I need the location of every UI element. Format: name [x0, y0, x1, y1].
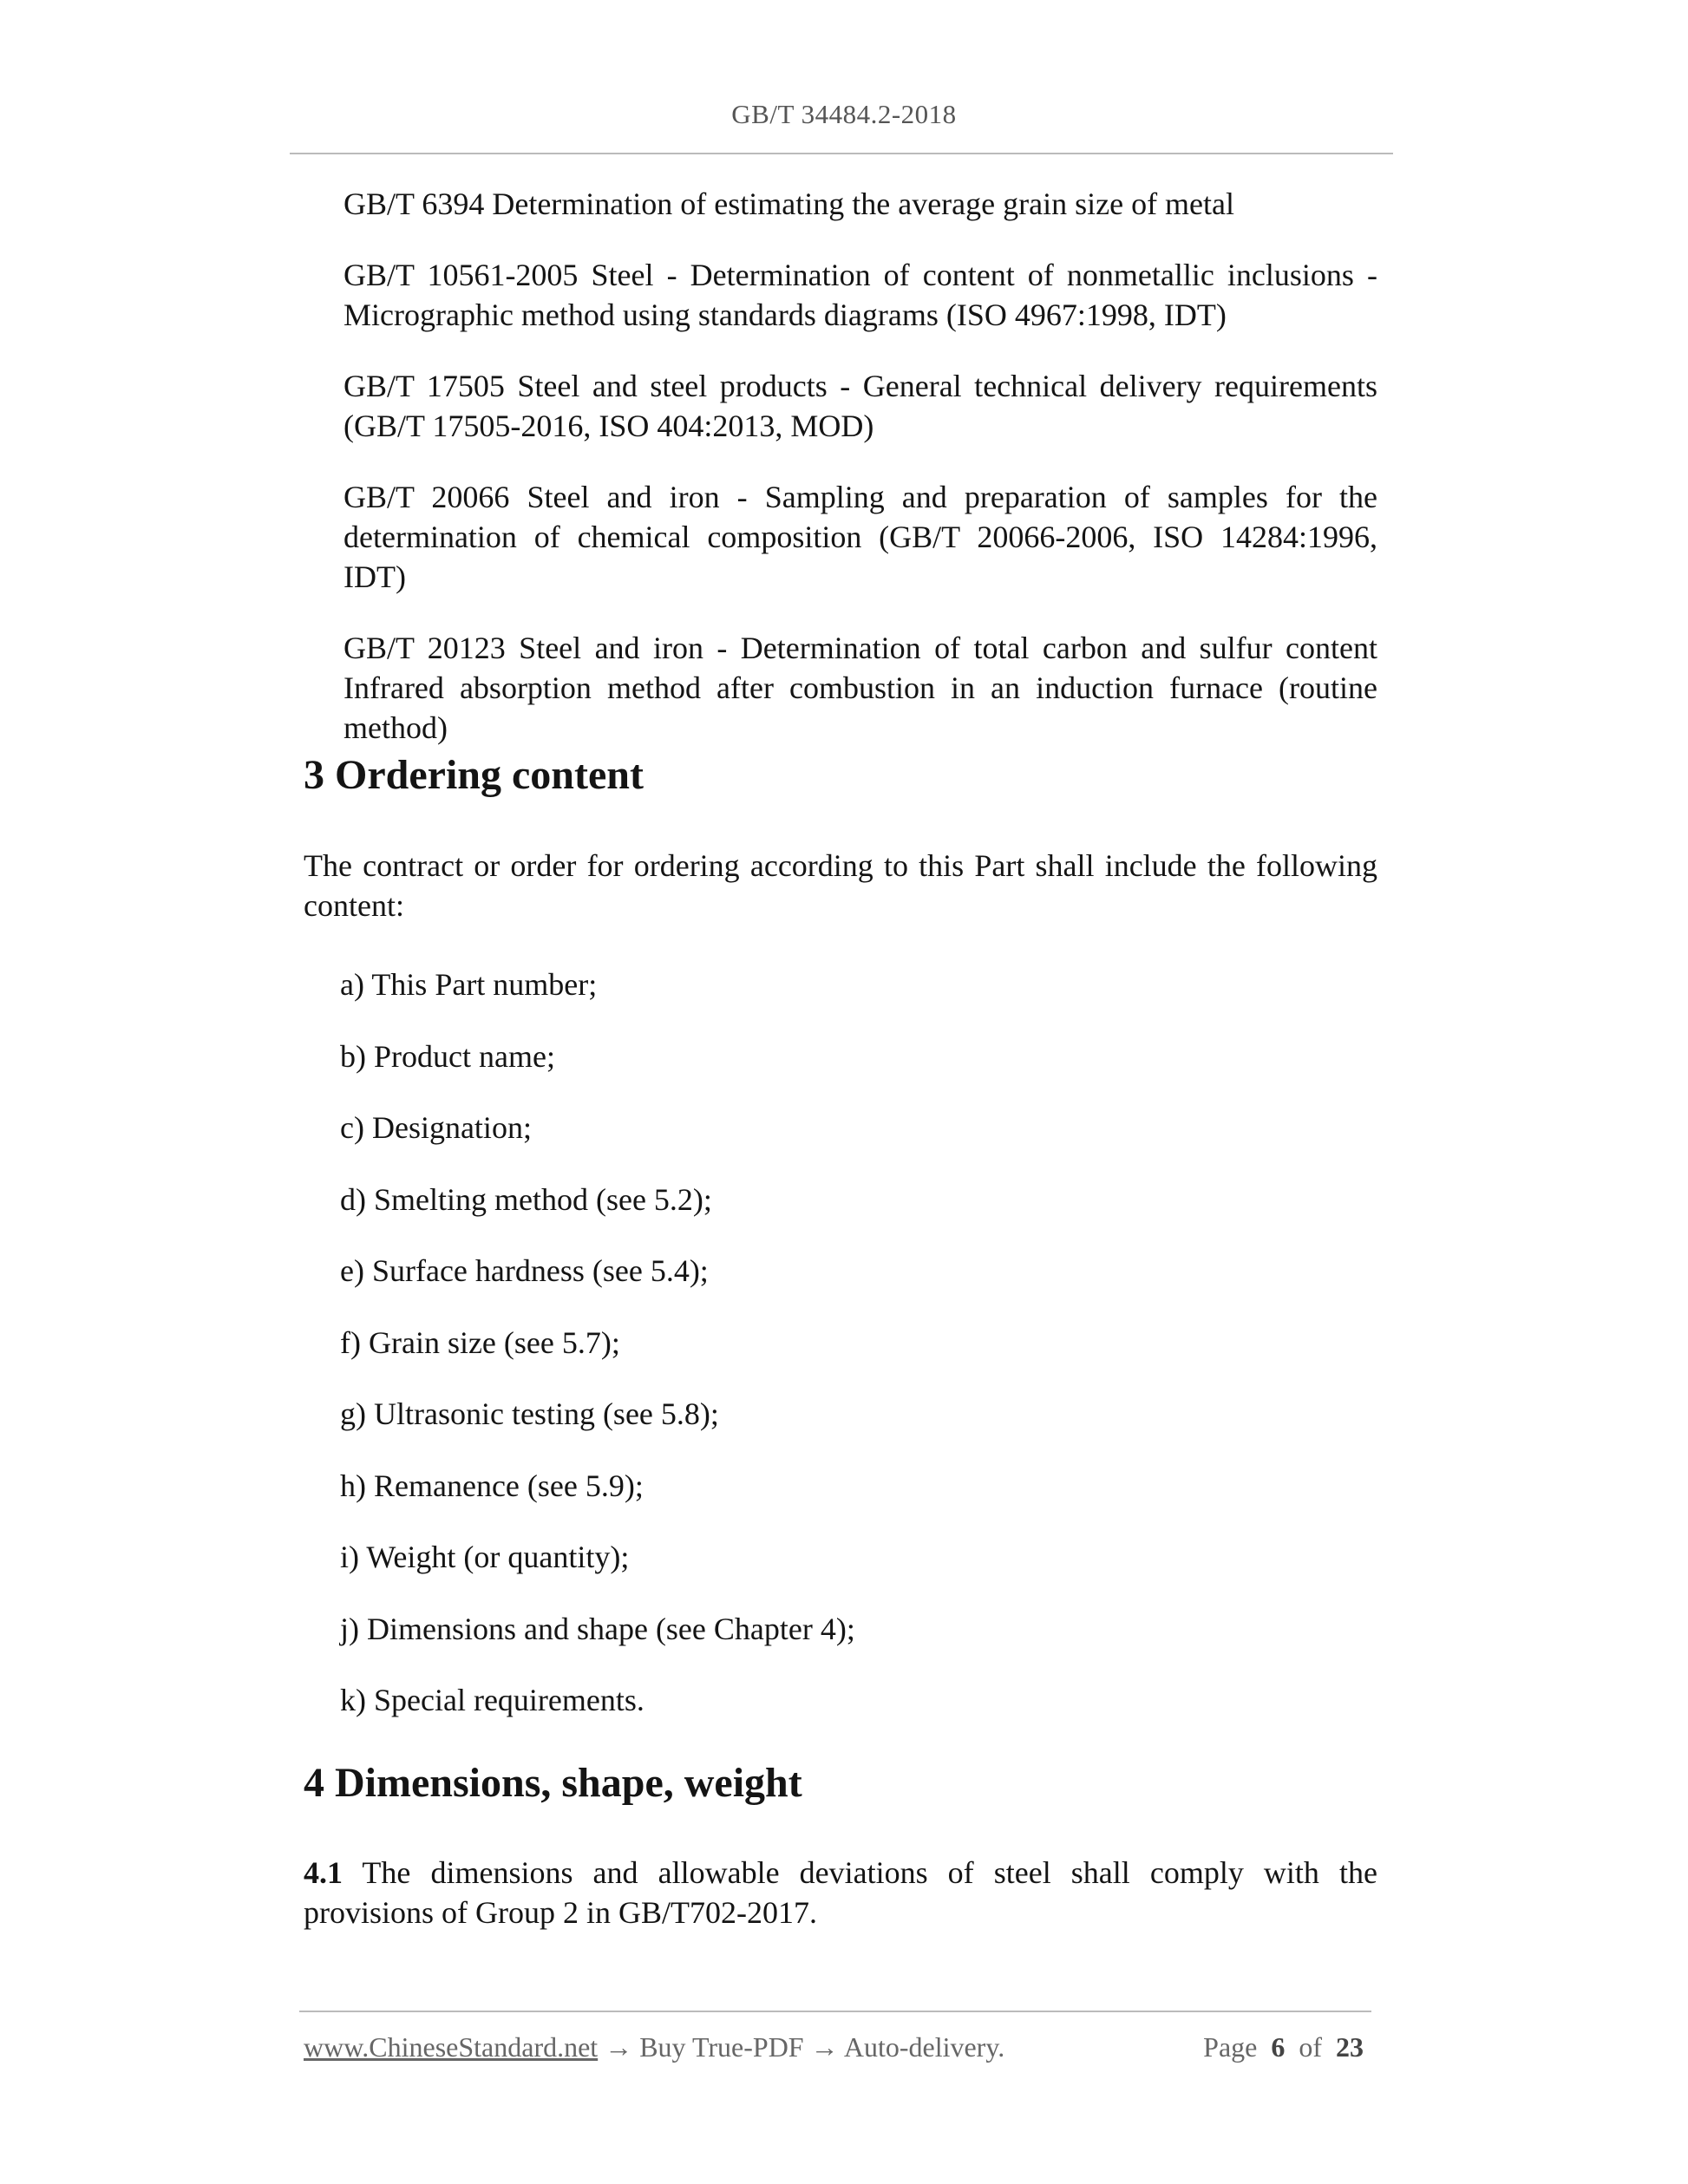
- running-header: GB/T 34484.2-2018: [731, 99, 957, 129]
- list-item: a) This Part number;: [340, 967, 598, 1002]
- reference-item: GB/T 20066 Steel and iron - Sampling and preparation of samples for the determination of chemical composition (GB/T 20066-2006, ISO 14284:1996, IDT): [343, 480, 1377, 594]
- clause-4-1: [304, 1853, 1377, 1932]
- buy-pdf-text: Buy True-PDF: [639, 2031, 804, 2063]
- list-item: d) Smelting method (see 5.2);: [340, 1181, 712, 1217]
- page-of: of: [1299, 2031, 1322, 2063]
- page-label: Page: [1203, 2031, 1258, 2063]
- normative-references: [343, 184, 1377, 779]
- site-link[interactable]: www.ChineseStandard.net: [304, 2031, 599, 2063]
- list-item: j) Dimensions and shape (see Chapter 4);: [340, 1611, 855, 1646]
- ordering-content-list: [340, 964, 855, 1752]
- list-item: i) Weight (or quantity);: [340, 1540, 630, 1574]
- page-total: 23: [1336, 2031, 1364, 2063]
- list-item: f) Grain size (see 5.7);: [340, 1324, 620, 1360]
- list-item: c) Designation;: [340, 1110, 532, 1145]
- reference-item: GB/T 20123 Steel and iron - Determination of total carbon and sulfur content Infrared absorption method after combustion in an induction furnace (routine method): [343, 631, 1377, 745]
- section-4-heading: 4 Dimensions, shape, weight: [304, 1760, 802, 1806]
- list-item: b) Product name;: [340, 1038, 555, 1074]
- list-item: e) Surface hardness (see 5.4);: [340, 1253, 709, 1288]
- list-item: g) Ultrasonic testing (see 5.8);: [340, 1396, 719, 1431]
- list-item: k) Special requirements.: [340, 1683, 644, 1717]
- reference-item: GB/T 6394 Determination of estimating the average grain size of metal: [343, 186, 1235, 221]
- page-current: 6: [1271, 2031, 1286, 2063]
- section-3-heading: 3 Ordering content: [304, 752, 644, 798]
- clause-number: 4.1: [304, 1855, 343, 1890]
- header-divider: [290, 153, 1393, 154]
- clause-text: The dimensions and allowable deviations of steel shall comply with the provisions of Group 2 in GB/T702-2017.: [304, 1855, 1377, 1930]
- arrow-icon: →: [803, 2031, 844, 2063]
- footer-promo: [304, 2031, 1004, 2063]
- arrow-icon: →: [598, 2031, 640, 2063]
- footer-divider: [299, 2011, 1371, 2012]
- reference-item: GB/T 17505 Steel and steel products - General technical delivery requirements (GB/T 17505-2016, ISO 404:2013, MOD): [343, 369, 1377, 443]
- list-item: h) Remanence (see 5.9);: [340, 1468, 644, 1503]
- section-3-intro: The contract or order for ordering according to this Part shall include the following content:: [304, 848, 1377, 923]
- page-indicator: [1203, 2031, 1364, 2063]
- delivery-text: Auto-delivery.: [843, 2031, 1005, 2063]
- reference-item: GB/T 10561-2005 Steel - Determination of content of nonmetallic inclusions - Micrographic method using standards diagrams (ISO 4967:1998, IDT): [343, 258, 1377, 332]
